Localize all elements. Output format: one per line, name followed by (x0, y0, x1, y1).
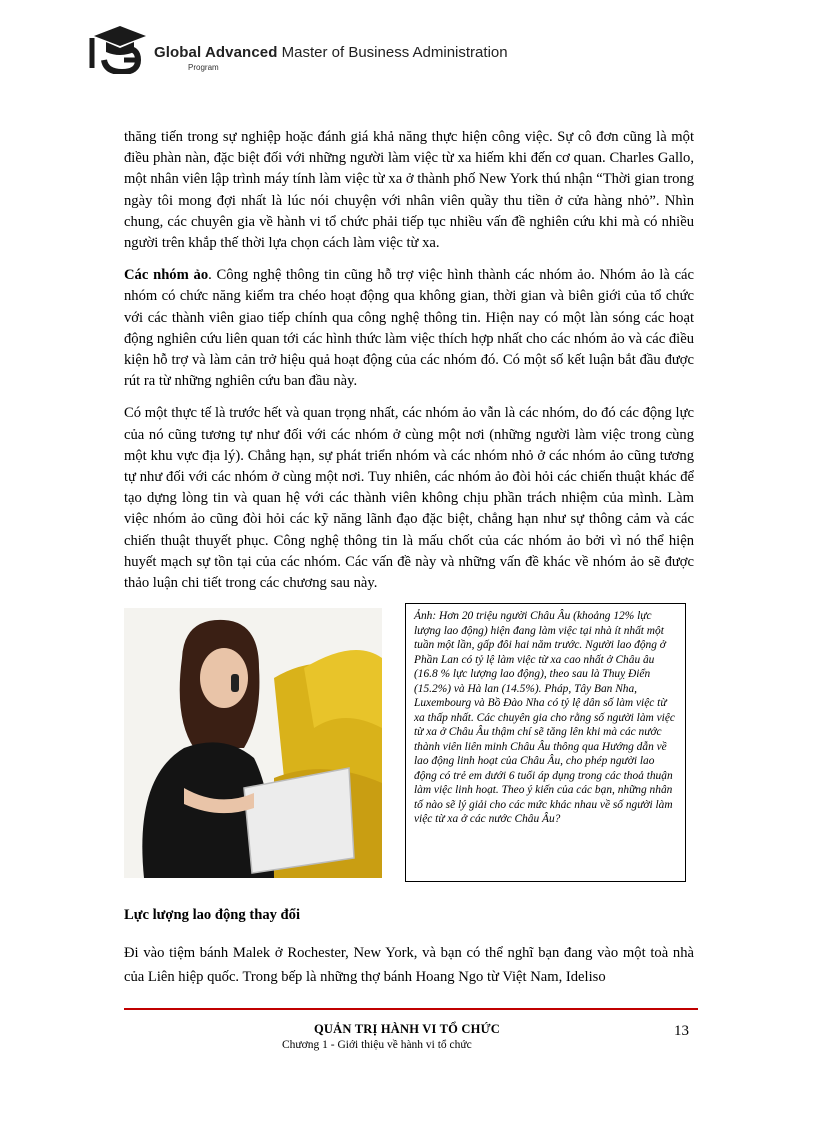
footer-subtitle: Chương 1 - Giới thiệu về hành vi tổ chức (282, 1039, 472, 1051)
paragraph-1: thăng tiến trong sự nghiệp hoặc đánh giá khả năng thực hiện công việc. Sự cô đơn cũng là một điều phàn nàn, đặc biệt đối với những người làm việc từ xa hiếm khi đến cơ quan. Charles Gallo, một nhân viên lập trình máy tính làm việc từ xa ở thành phố New York thú nhận “Thời gian trong ngày tôi mong đợi nhất là lúc nói chuyện với nhân viên quầy thu tiền ở cửa hàng nhỏ”. Nhìn chung, các chuyên gia về hành vi tổ chức phải tiếp tục nhiều vấn đề nghiên cứu khi mà có nhiều người trên khắp thế thời lựa chọn cách làm việc từ xa. (124, 129, 694, 252)
woman-laptop-photo (124, 608, 382, 878)
footer-divider (124, 1008, 698, 1010)
page-header (86, 22, 726, 78)
page-number: 13 (674, 1023, 689, 1039)
brand-title (154, 44, 508, 61)
brand-subtitle: Program (188, 63, 219, 72)
footer-title: QUẢN TRỊ HÀNH VI TỔ CHỨC (314, 1022, 500, 1036)
paragraph-2-lead: Các nhóm ảo (124, 267, 209, 284)
paragraph-2 (124, 265, 694, 392)
section-paragraph: Đi vào tiệm bánh Malek ở Rochester, New York, và bạn có thể nghĩ bạn đang vào một toà nhà của Liên hiệp quốc. Trong bếp là những thợ bánh Hoang Ngo từ Việt Nam, Ideliso (124, 945, 694, 985)
brand-bold: Global Advanced (154, 44, 278, 61)
paragraph-3: Có một thực tế là trước hết và quan trọng nhất, các nhóm ảo vẫn là các nhóm, do đó các động lực của nó cũng tương tự như đối với các nhóm ở cùng một nơi (những người làm việc trong cùng một khu vực địa lý). Chẳng hạn, sự phát triển nhóm và các nhóm nhỏ ở các nhóm ảo cũng tương tự như đối với các nhóm ở cùng một nơi. Tuy nhiên, các nhóm ảo đòi hỏi các chiến thuật khác để tạo dựng lòng tin và quan hệ với các thành viên không chịu phần trách nhiệm của mình. Làm việc nhóm ảo cũng đòi hỏi các kỹ năng lãnh đạo đặc biệt, chẳng hạn như sự thông cảm và các chiến thuật thuyết phục. Công nghệ thông tin là mấu chốt của các nhóm ảo bởi vì nó thể hiện huyết mạch sự tồn tại của các nhóm. Các vấn đề này và những vấn đề khác về nhóm ảo sẽ được thảo luận chi tiết trong các chương sau này. (124, 405, 694, 592)
photo-caption: Ảnh: Hơn 20 triệu người Châu Âu (khoảng 12% lực lượng lao động) hiện đang làm việc tại nhà ít nhất một tuần một lần, gấp đôi hai năm trước. Người lao động ở Phần Lan có tỷ lệ làm việc từ xa cao nhất ở Châu âu (16.8 % lực lượng lao động), theo sau là Thuỵ Điển (15.2%) và Hà lan (14.5%). Pháp, Tây Ban Nha, Luxembourg và Bồ Đào Nha có tỷ lệ dân số làm việc từ xa thấp nhất. Các chuyên gia cho rằng số người làm việc từ xa ở Châu Âu thậm chí sẽ tăng lên khi mà các nước thành viên liên minh Châu Âu thông qua Hướng dẫn về lao động linh hoạt của Châu Âu, cho phép người lao động có trẻ em dưới 6 tuổi áp dụng trong các thoả thuận làm việc linh hoạt. Theo ý kiến của các bạn, những nhân tố nào sẽ lý giải cho các mức khác nhau về số người làm việc từ xa ở các nước Châu Âu? (405, 603, 686, 882)
paragraph-2-text: . Công nghệ thông tin cũng hỗ trợ việc hình thành các nhóm ảo. Nhóm ảo là các nhóm có chức năng kiểm tra chéo hoạt động qua không gian, thời gian và biên giới của tổ chức với các thành viên giao tiếp chính qua công nghệ thông tin. Hiện nay có một làn sóng các hoạt động nghiên cứu liên quan tới các hình thức làm việc thích hợp nhất cho các nhóm ảo và các điều kiện hỗ trợ và làm cản trở hiệu quả hoạt động của các nhóm đó. Có một số kết luận bắt đầu được rút ra từ những nghiên cứu ban đầu này. (124, 267, 694, 390)
section-heading: Lực lượng lao động thay đổi (124, 907, 301, 923)
graduation-cap-logo-icon (86, 22, 148, 74)
body-text (124, 127, 694, 605)
brand-rest: Master of Business Administration (277, 44, 508, 61)
